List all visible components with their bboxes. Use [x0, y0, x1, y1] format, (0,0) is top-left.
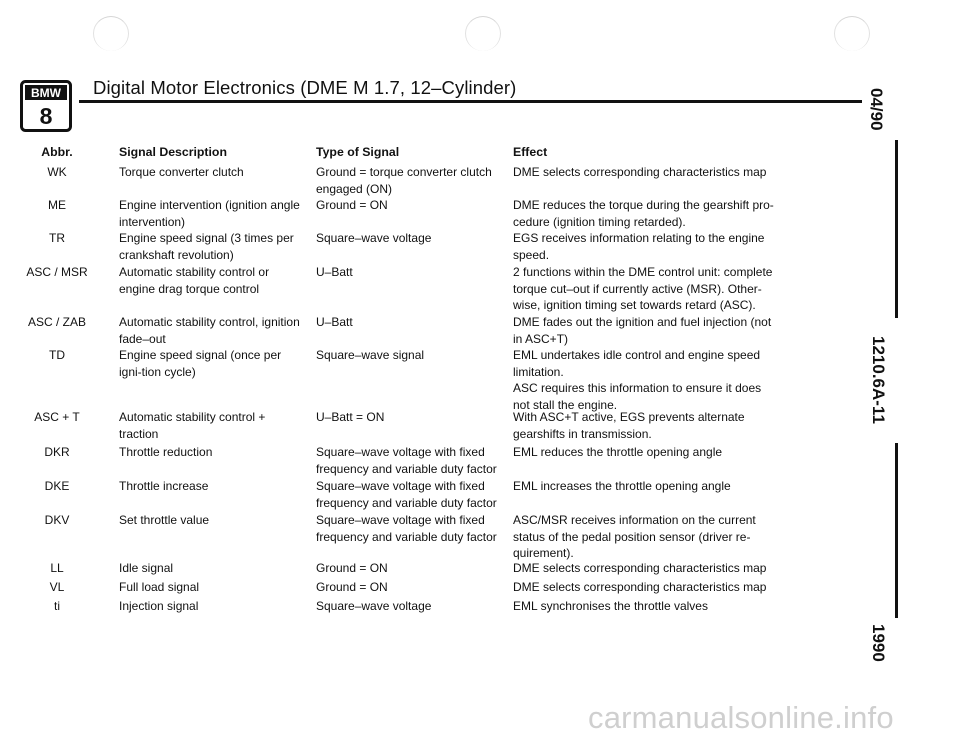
description-cell: Automatic stability control + traction [119, 410, 266, 441]
abbr-cell: ASC + T [34, 410, 80, 424]
side-date: 04/90 [867, 88, 886, 131]
effect-cell: DME selects corresponding characteristics map [513, 561, 767, 575]
effect-cell [513, 347, 775, 413]
abbr-cell: DKE [44, 479, 70, 493]
punch-hole [93, 16, 129, 51]
description-cell: Torque converter clutch [119, 165, 244, 179]
page-title: Digital Motor Electronics (DME M 1.7, 12–Cylinder) [93, 77, 517, 98]
type-cell: Ground = ON [316, 561, 388, 575]
type-cell: Ground = ON [316, 580, 388, 594]
effect-text: EML undertakes idle control and engine speed limitation. [513, 348, 761, 379]
punch-hole [834, 16, 870, 51]
side-rule [895, 443, 898, 618]
effect-cell: DME selects corresponding characteristics map [513, 580, 767, 594]
abbr-cell: WK [47, 165, 67, 179]
type-cell: Ground = ON [316, 198, 388, 212]
column-header-abbr: Abbr. [41, 145, 73, 159]
column-header-effect: Effect [513, 145, 548, 159]
type-cell: Ground = torque converter clutch engaged (ON) [316, 165, 492, 196]
abbr-cell: ti [54, 599, 60, 613]
logo-text: BMW [31, 86, 61, 100]
type-cell: Square–wave voltage with fixed frequency and variable duty factor [316, 445, 497, 476]
type-cell: U–Batt [316, 265, 353, 279]
bmw-group-logo [20, 80, 72, 132]
abbr-cell: TR [49, 231, 65, 245]
group-number: 8 [39, 103, 53, 129]
side-rule [895, 140, 898, 318]
type-cell: Square–wave voltage with fixed frequency and variable duty factor [316, 513, 497, 544]
effect-cell: EML reduces the throttle opening angle [513, 445, 723, 459]
effect-cell: DME selects corresponding characteristics map [513, 165, 767, 179]
effect-cell: EML synchronises the throttle valves [513, 599, 708, 613]
description-cell: Throttle increase [119, 479, 209, 493]
abbr-cell: ASC / ZAB [27, 315, 86, 329]
description-cell: Automatic stability control, ignition fade–out [119, 315, 300, 346]
description-cell: Set throttle value [119, 513, 210, 527]
column-header-type: Type of Signal [316, 145, 400, 159]
side-doc-number: 1210.6A-11 [869, 336, 888, 424]
effect-cell: EML increases the throttle opening angle [513, 479, 731, 493]
type-cell: Square–wave voltage [316, 599, 432, 613]
effect-cell: DME fades out the ignition and fuel injection (not in ASC+T) [513, 315, 772, 346]
punch-hole [465, 16, 501, 51]
effect-cell: DME reduces the torque during the gearshift pro-cedure (ignition timing retarded). [513, 198, 774, 229]
abbr-cell: DKR [44, 445, 70, 459]
type-cell: U–Batt [316, 315, 353, 329]
description-cell: Idle signal [119, 561, 174, 575]
description-cell: Engine speed signal (once per igni-tion cycle) [119, 348, 282, 379]
abbr-cell: TD [49, 348, 65, 362]
effect-cell: ASC/MSR receives information on the current status of the pedal position sensor (driver re-quirement). [513, 513, 756, 560]
column-header-description: Signal Description [119, 145, 227, 159]
type-cell: Square–wave voltage with fixed frequency and variable duty factor [316, 479, 497, 510]
effect-cell: With ASC+T active, EGS prevents alternate gearshifts in transmission. [513, 410, 745, 441]
description-cell: Throttle reduction [119, 445, 213, 459]
description-cell: Engine speed signal (3 times per crankshaft revolution) [119, 231, 294, 262]
type-cell: Square–wave voltage [316, 231, 432, 245]
abbr-cell: VL [49, 580, 65, 594]
description-cell: Full load signal [119, 580, 200, 594]
abbr-cell: ASC / MSR [26, 265, 88, 279]
header-rule [79, 100, 862, 103]
abbr-cell: DKV [44, 513, 70, 527]
description-cell: Engine intervention (ignition angle intervention) [119, 198, 300, 229]
effect-cell: 2 functions within the DME control unit: complete torque cut–out if currently active (MSR). Other-wise, ignition timing set towards retard (ASC). [513, 265, 773, 312]
effect-cell: EGS receives information relating to the engine speed. [513, 231, 765, 262]
type-cell: Square–wave signal [316, 348, 425, 362]
description-cell: Automatic stability control or engine drag torque control [119, 265, 270, 296]
side-year: 1990 [869, 624, 888, 662]
type-cell: U–Batt = ON [316, 410, 385, 424]
watermark-text: carmanualsonline.info [588, 700, 894, 735]
description-cell: Injection signal [119, 599, 199, 613]
abbr-cell: ME [48, 198, 66, 212]
abbr-cell: LL [50, 561, 64, 575]
effect-note: ASC requires this information to ensure it does not stall the engine. [513, 381, 762, 412]
